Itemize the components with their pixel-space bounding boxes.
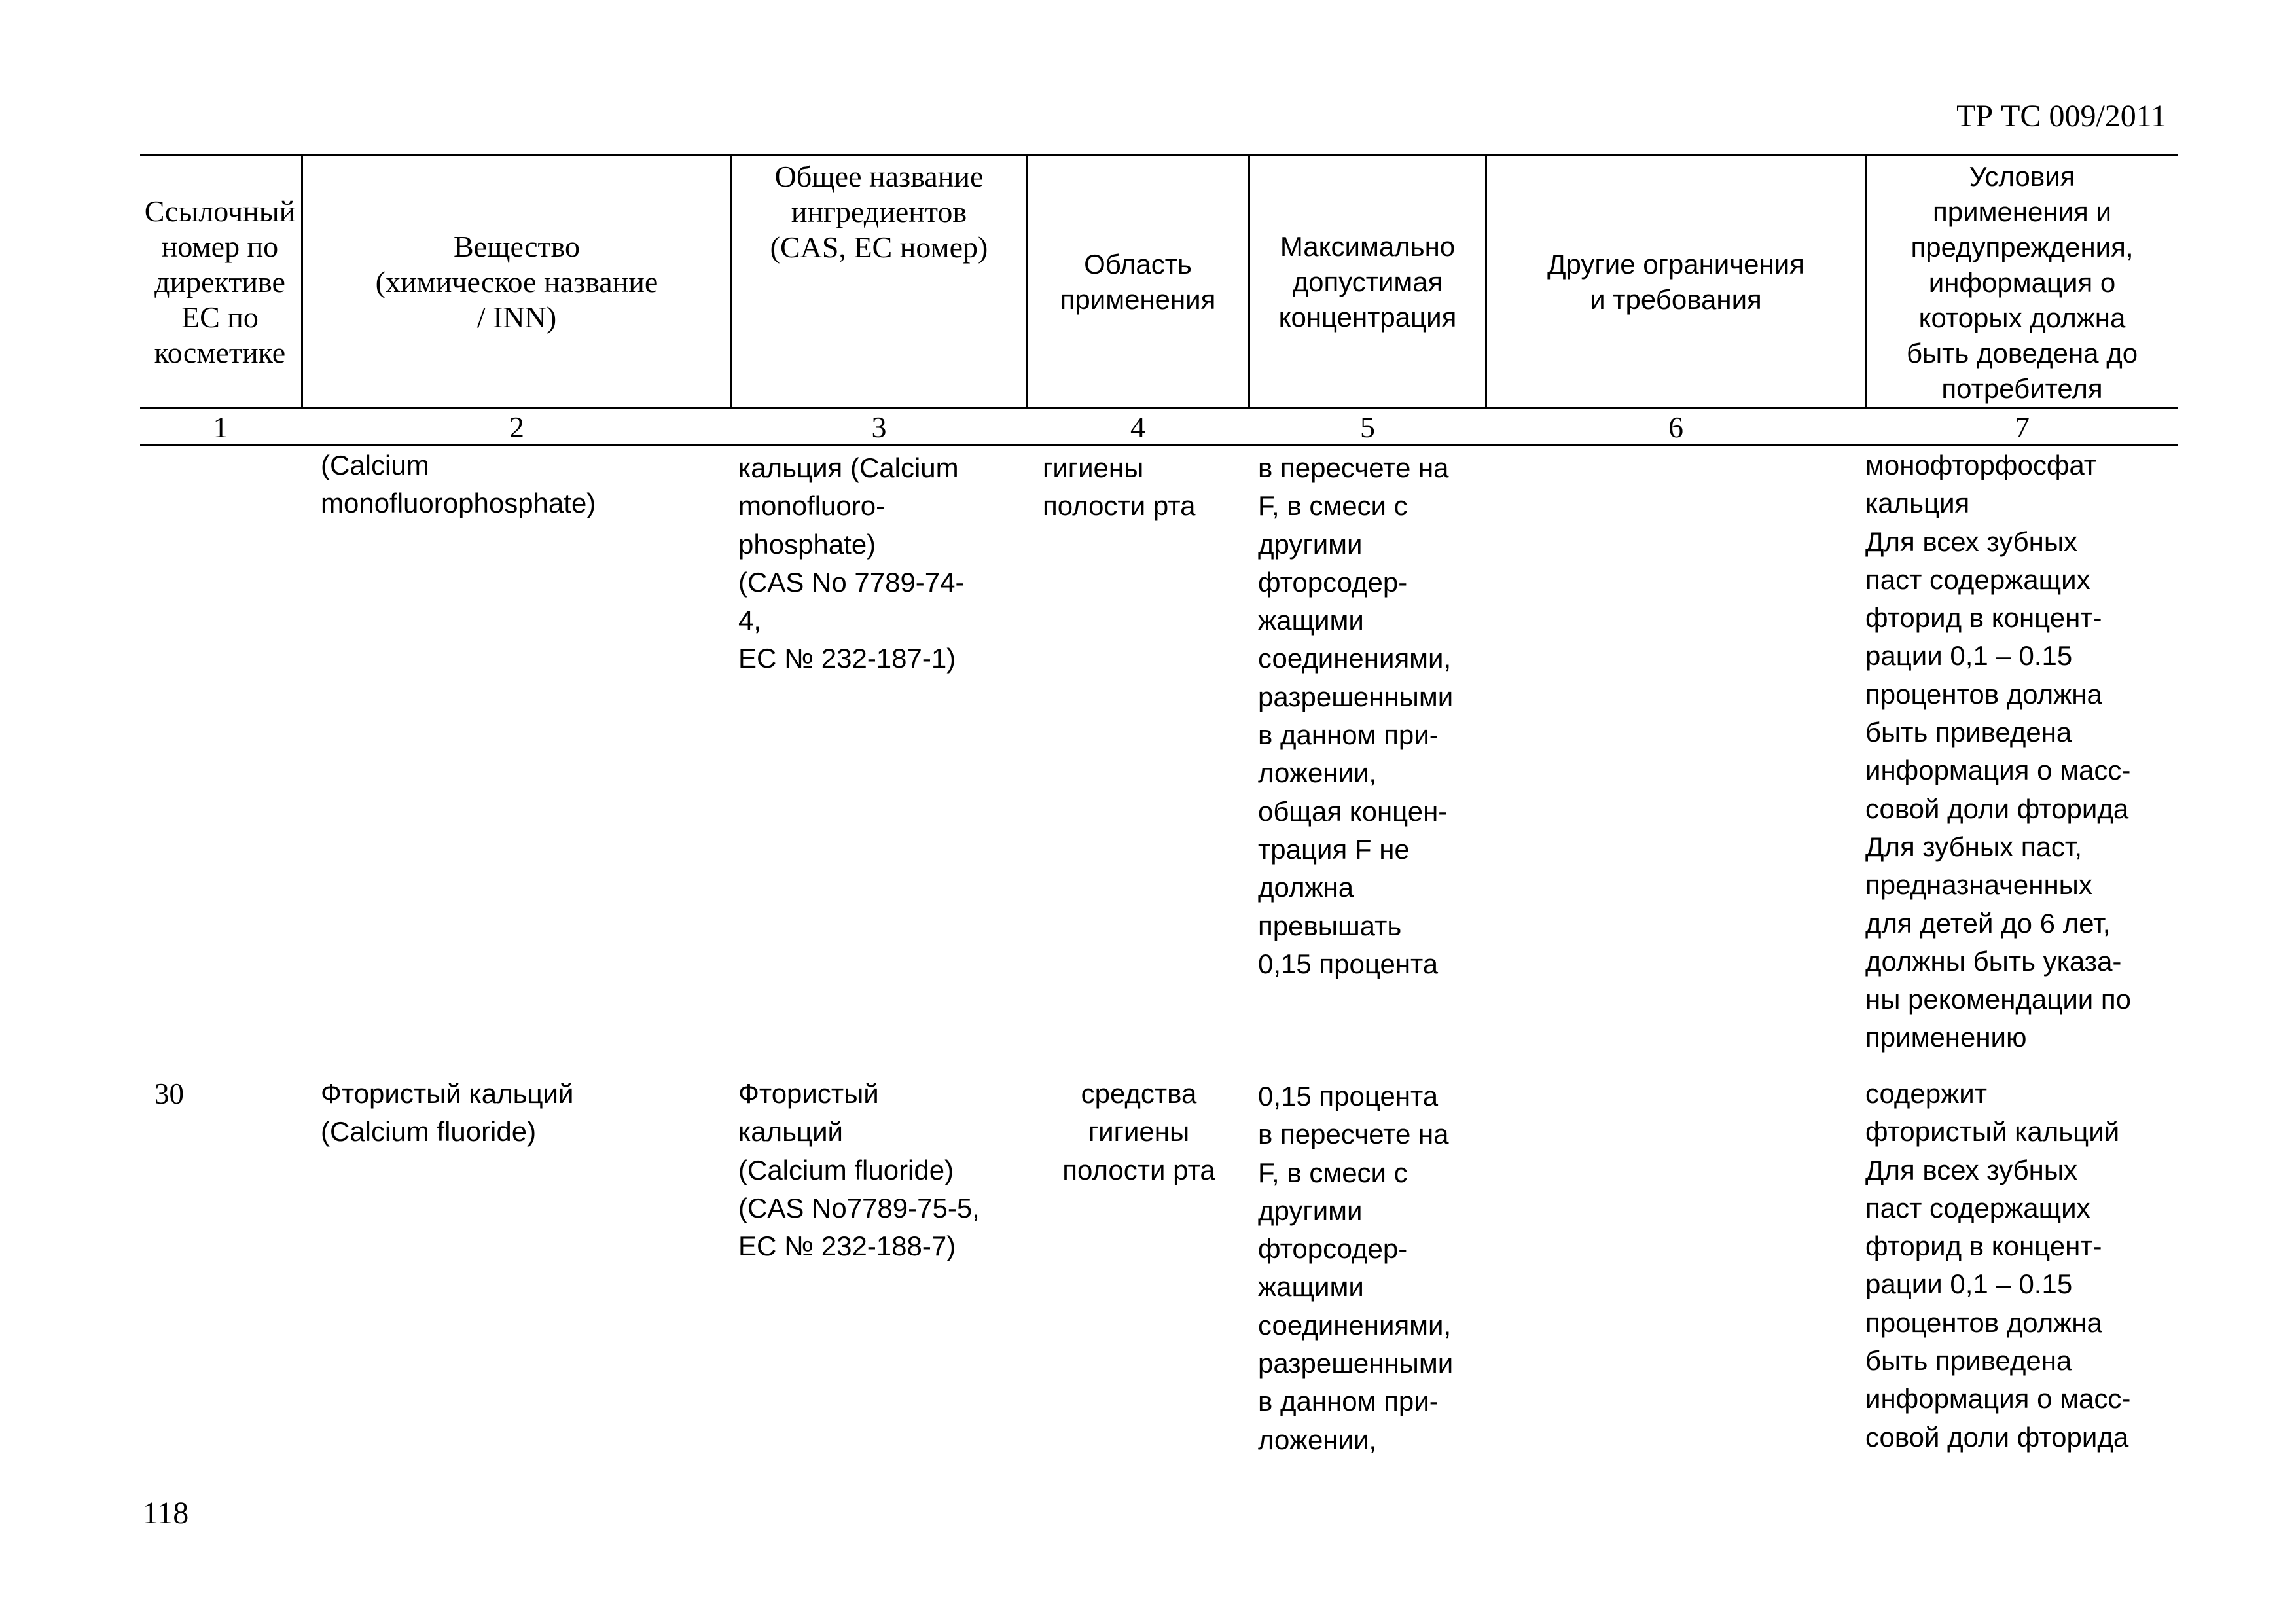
cell-max-concentration: в пересчете на F, в смеси с другими фторсодер- жащими соединениями, разрешенными в данном при- ложении, общая концен- трация F не должна превышать 0,15 процента (1258, 452, 1454, 979)
column-number: 2 (509, 410, 524, 444)
cell-substance: Фтористый кальций (Calcium fluoride) (321, 1078, 574, 1147)
document-code: ТР ТС 009/2011 (1956, 99, 2166, 134)
column-number: 1 (213, 410, 228, 444)
column-header-conditions-warnings: Условия применения и предупреждения, информация о которых должна быть доведена до потребителя (1906, 161, 2138, 404)
cell-application-area: гигиены полости рта (1043, 452, 1196, 522)
column-header-ingredient-name: Общее название ингредиентов (CAS, ЕС номер) (770, 160, 988, 264)
cell-conditions-warnings: содержит фтористый кальций Для всех зубных паст содержащих фторид в концент- рации 0,1 – 0.15 процентов должна быть приведена информация о масс- совой доли фторида (1865, 1078, 2131, 1453)
column-header-substance: Вещество (химическое название / INN) (375, 229, 658, 334)
cell-ingredient-name: Фтористый кальций (Calcium fluoride) (CAS No7789-75-5, ЕС № 232-188-7) (738, 1078, 980, 1262)
cell-substance: (Calcium monofluorophosphate) (321, 450, 596, 519)
column-number: 7 (2015, 410, 2030, 444)
page-number: 118 (143, 1496, 189, 1530)
cell-ingredient-name: кальция (Calcium monofluoro- phosphate) (CAS No 7789-74- 4, ЕС № 232-187-1) (738, 452, 965, 674)
cell-conditions-warnings: монофторфосфат кальция Для всех зубных паст содержащих фторид в концент- рации 0,1 – 0.15 процентов должна быть приведена информация о масс- совой доли фторида Для зубных паст, предназначенных для детей до 6 лет, должны быть указа- ны рекомендации по применению (1865, 450, 2132, 1053)
column-number: 6 (1668, 410, 1683, 444)
column-number: 3 (871, 410, 887, 444)
cell-ref-number: 30 (154, 1077, 184, 1110)
cell-max-concentration: 0,15 процента в пересчете на F, в смеси с другими фторсодер- жащими соединениями, разрешенными в данном при- ложении, (1258, 1081, 1454, 1455)
cell-application-area: средства гигиены полости рта (1062, 1078, 1215, 1185)
column-header-ref-number: Ссылочный номер по директиве ЕС по косметике (144, 194, 296, 369)
column-header-other-restrictions: Другие ограничения и требования (1547, 248, 1804, 315)
column-number: 4 (1130, 410, 1145, 444)
column-header-application-area: Область применения (1060, 248, 1216, 315)
column-number: 5 (1360, 410, 1375, 444)
column-header-max-concentration: Максимально допустимая концентрация (1278, 230, 1457, 333)
header-bottom-rule (140, 407, 2178, 409)
